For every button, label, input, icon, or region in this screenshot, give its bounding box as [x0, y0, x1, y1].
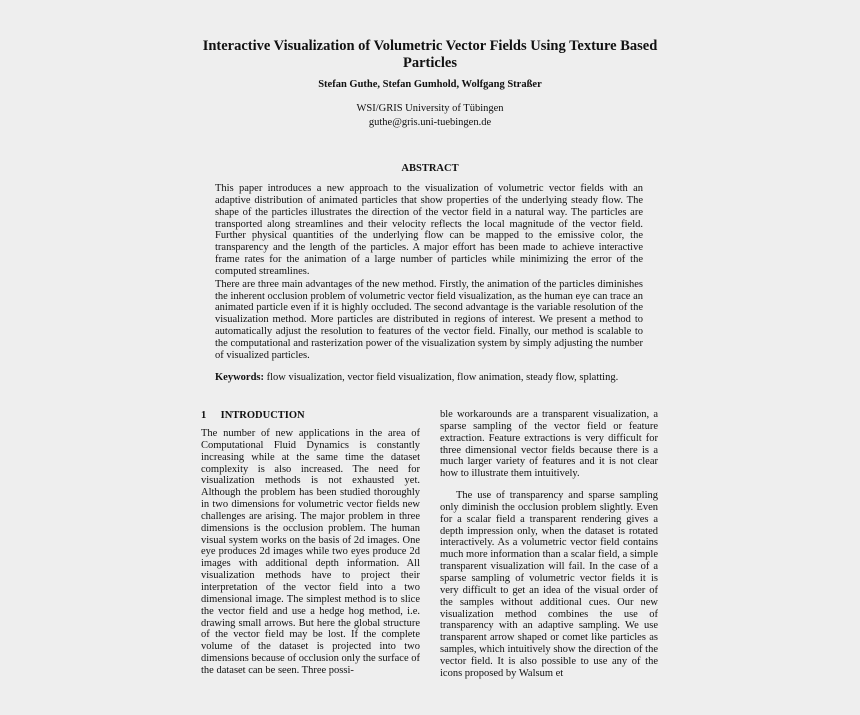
right-column — [440, 409, 658, 680]
keywords-text: flow visualization, vector field visualization, flow animation, steady flow, splatting. — [266, 372, 619, 383]
abstract-heading: ABSTRACT — [401, 163, 459, 174]
section-number: 1 — [201, 410, 207, 421]
abstract-paragraph-2: There are three main advantages of the new method. Firstly, the animation of the particles diminishes the inherent occlusion problem of volumetric vector field visualization, as the human eye can trace an animated particle even if it is highly occluded. The second advantage is the variable resolution of the visualization method. More particles are distributed in regions of interest. We present a method to automatically adjust the resolution to features of the vector field. Finally, our method is scalable to the computational and rasterization power of the visualization system by simply adjusting the number of visualized particles. — [215, 278, 643, 361]
intro-paragraph-2: The use of transparency and sparse sampling only diminish the occlusion problem slightly. Even for a scalar field a transparent rendering gives a depth impression only, when the dataset is rotated interactively. As a volumetric vector field contains much more information than a scalar field, a simple transparent visualization will fail. In the case of a sparse sampling of volumetric vector fields it is very difficult to get an idea of the visual order of the samples without additional cues. Our new visualization method combines the use of transparency with an adaptive sampling. We use transparent arrow shaped or comet like particles as samples, which intuitively show the direction of the vector field. It is also possible to use any of the icons proposed by Walsum et — [440, 490, 658, 679]
affiliation: WSI/GRIS University of Tübingen — [356, 103, 504, 114]
section-heading-introduction — [201, 410, 421, 421]
keywords-label: Keywords: — [215, 372, 264, 383]
author-affiliation-block — [190, 102, 670, 130]
paper-title: Interactive Visualization of Volumetric Vector Fields Using Texture Based Particles — [202, 38, 658, 71]
left-column — [201, 428, 420, 677]
abstract-body — [215, 183, 643, 363]
keywords-line — [215, 372, 643, 384]
intro-paragraph-1-continued: ble workarounds are a transparent visualization, a sparse sampling of the vector field or feature extraction. Feature extractions is very difficult for three dimensional vector fields because there is a much larger variety of features and it is not clear how to illustrate them intuitively. — [440, 409, 658, 480]
intro-paragraph-1: The number of new applications in the area of Computational Fluid Dynamics is constantly increasing while at the same time the dataset complexity is also increased. The need for visualization methods is not exhausted yet. Although the problem has been studied thoroughly in two dimensions for volumetric vector fields new challenges are arising. The major problem in three dimensions is the occlusion problem. The human visual system works on the basis of 2d images. One eye produces 2d images while two eyes produce 2d images with additional depth information. All visualization methods have to project their interpretation of the vector field into a two dimensional image. The simplest method is to slice the vector field and use a hedge hog method, i.e. drawing small arrows. But here the global structure of the vector field may be lost. If the complete volume of the dataset is projected into two dimensions because of occlusion only the surface of the dataset can be seen. Three possi- — [201, 428, 420, 676]
abstract-paragraph-1: This paper introduces a new approach to the visualization of volumetric vector fields with an adaptive distribution of animated particles that show properties of the underlying steady flow. The shape of the particles illustrates the direction of the vector field in a natural way. The particles are transported along streamlines and their velocity reflects the local magnitude of the vector field. Further physical quantities of the underlying flow can be mapped to the emissive color, the transparency and the length of the particles. A major effort has been made to achieve interactive frame rates for the animation of a large number of particles while minimizing the error of the computed streamlines. — [215, 183, 643, 277]
author-email: guthe@gris.uni-tuebingen.de — [368, 117, 492, 128]
section-title: INTRODUCTION — [220, 410, 305, 421]
paper-authors: Stefan Guthe, Stefan Gumhold, Wolfgang Straßer — [318, 79, 542, 90]
